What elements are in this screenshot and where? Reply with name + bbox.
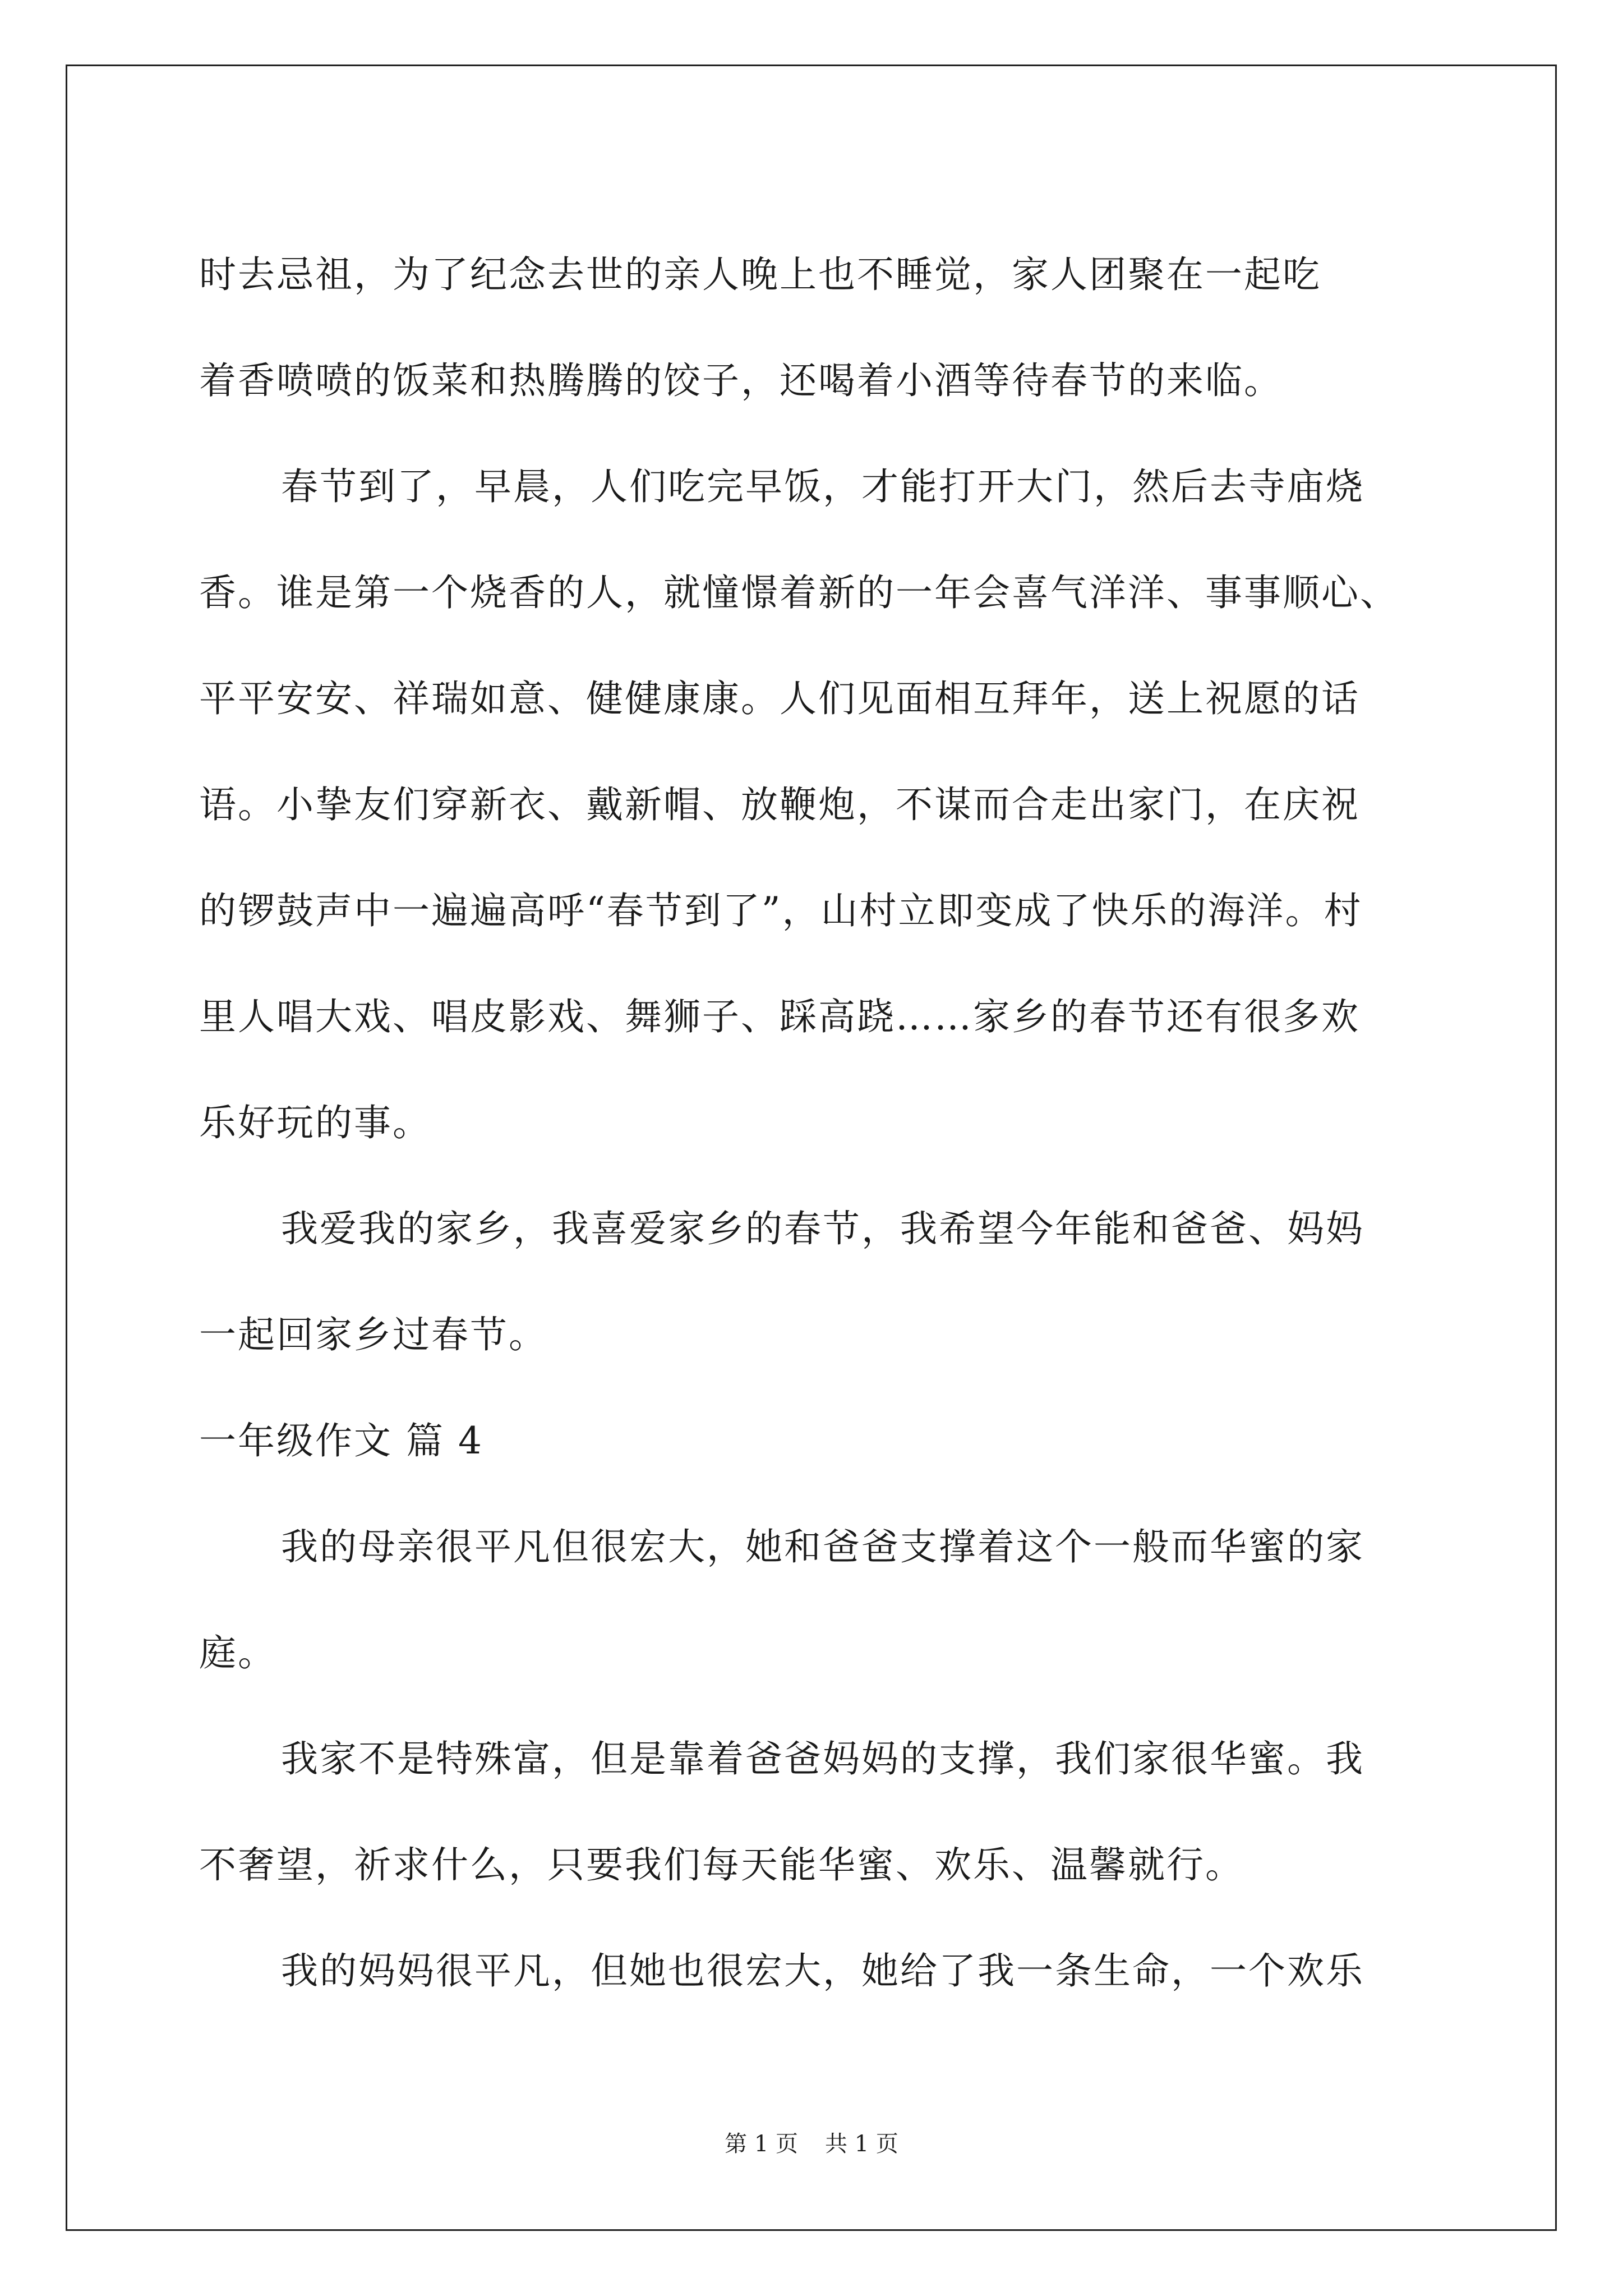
paragraph-line: 我的母亲很平凡但很宏大，她和爸爸支撑着这个一般而华蜜的家 [281,1525,1364,1568]
paragraph-line: 时去忌祖，为了纪念去世的亲人晚上也不睡觉，家人团聚在一起吃 [199,253,1321,296]
paragraph-line: 我的妈妈很平凡，但她也很宏大，她给了我一条生命，一个欢乐 [281,1949,1364,1993]
paragraph-line: 一起回家乡过春节。 [199,1313,547,1356]
paragraph-line: 我家不是特殊富，但是靠着爸爸妈妈的支撑，我们家很华蜜。我 [281,1737,1364,1780]
page-number: 第 1 页 [725,2131,798,2157]
paragraph-line: 着香喷喷的饭菜和热腾腾的饺子，还喝着小酒等待春节的来临。 [199,359,1283,402]
paragraph-line: 语。小挚友们穿新衣、戴新帽、放鞭炮，不谋而合走出家门，在庆祝 [199,783,1360,826]
paragraph-6 [199,1918,1464,2024]
page-footer [0,2126,1623,2158]
paragraph-line: 春节到了，早晨，人们吃完早饭，才能打开大门，然后去寺庙烧 [281,465,1364,508]
paragraph-line: 平平安安、祥瑞如意、健健康康。人们见面相互拜年，送上祝愿的话 [199,677,1360,720]
paragraph-line: 香。谁是第一个烧香的人，就憧憬着新的一年会喜气洋洋、事事顺心、 [199,571,1399,614]
paragraph-2 [199,434,1464,1176]
paragraph-line: 庭。 [199,1631,276,1674]
section-heading: 一年级作文 篇 4 [199,1419,483,1462]
paragraph-line: 不奢望，祈求什么，只要我们每天能华蜜、欢乐、温馨就行。 [199,1843,1244,1887]
paragraph-3 [199,1176,1464,1388]
paragraph-5 [199,1706,1464,1918]
paragraph-line: 里人唱大戏、唱皮影戏、舞狮子、踩高跷……家乡的春节还有很多欢 [199,995,1360,1038]
paragraph-1 [199,222,1464,434]
paragraph-4 [199,1494,1464,1706]
page-total: 共 1 页 [825,2131,898,2157]
paragraph-line: 乐好玩的事。 [199,1101,431,1144]
document-body [199,222,1464,2024]
paragraph-line: 我爱我的家乡，我喜爱家乡的春节，我希望今年能和爸爸、妈妈 [281,1207,1364,1250]
paragraph-line: 的锣鼓声中一遍遍高呼“春节到了”，山村立即变成了快乐的海洋。村 [199,889,1363,932]
